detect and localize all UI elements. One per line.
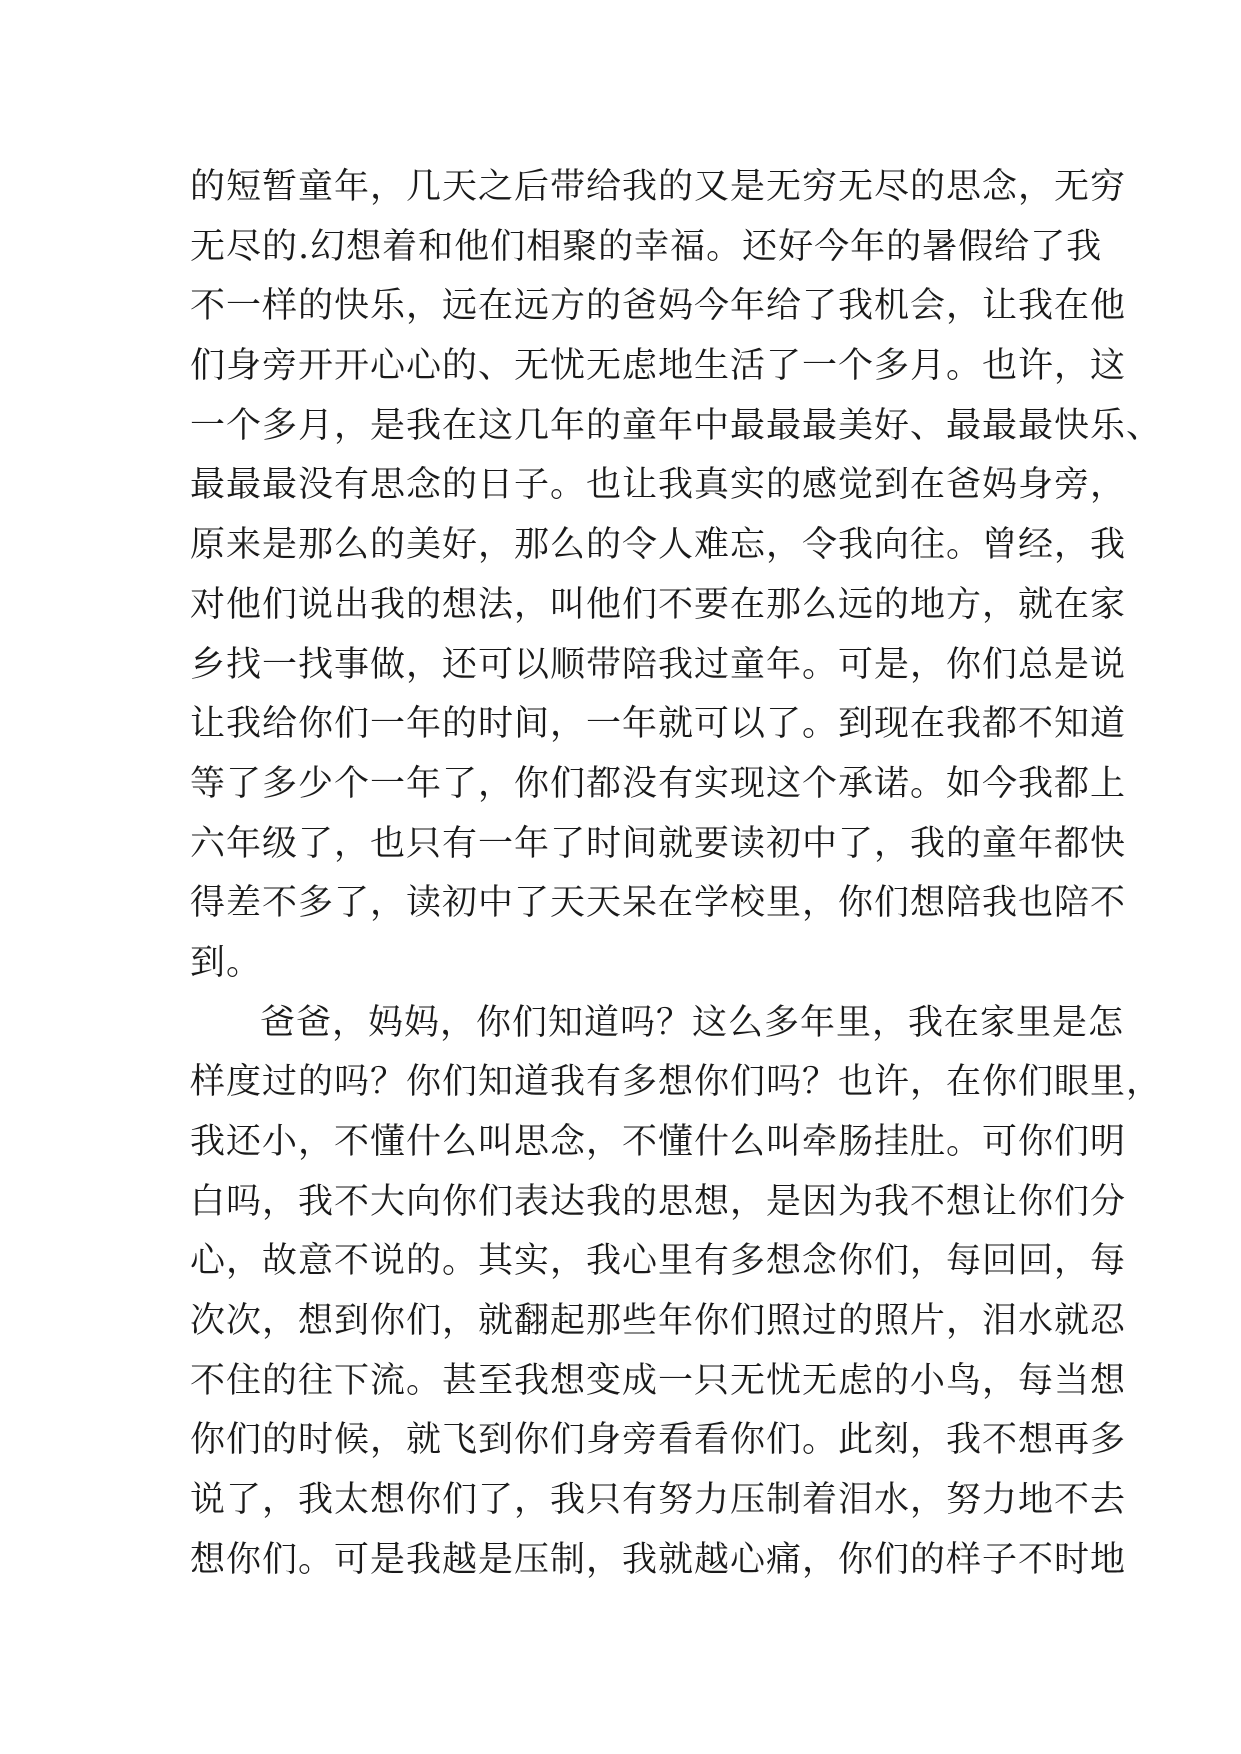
text-line: 对他们说出我的想法，叫他们不要在那么远的地方，就在家: [190, 584, 1127, 625]
text-line: 次次，想到你们，就翻起那些年你们照过的照片，泪水就忍: [190, 1301, 1127, 1342]
text-line: 乡找一找事做，还可以顺带陪我过童年。可是，你们总是说: [190, 644, 1127, 685]
text-line: 白吗，我不大向你们表达我的思想，是因为我不想让你们分: [190, 1181, 1127, 1222]
text-line: 爸爸，妈妈，你们知道吗？这么多年里，我在家里是怎: [260, 1002, 1125, 1043]
text-line: 说了，我太想你们了，我只有努力压制着泪水，努力地不去: [190, 1480, 1127, 1521]
text-line: 到。: [190, 942, 263, 983]
text-line: 们身旁开开心心的、无忧无虑地生活了一个多月。也许，这: [190, 346, 1127, 387]
body-text: [190, 158, 1163, 1591]
text-line: 不一样的快乐，远在远方的爸妈今年给了我机会，让我在他: [190, 286, 1127, 327]
text-line: 心，故意不说的。其实，我心里有多想念你们，每回回，每: [190, 1241, 1127, 1282]
text-line: 样度过的吗？你们知道我有多想你们吗？也许，在你们眼里，: [190, 1062, 1163, 1103]
paragraph-1: [190, 158, 1163, 994]
paragraph-2: [190, 994, 1163, 1591]
text-line: 你们的时候，就飞到你们身旁看看你们。此刻，我不想再多: [190, 1420, 1127, 1461]
text-line: 得差不多了，读初中了天天呆在学校里，你们想陪我也陪不: [190, 883, 1127, 924]
text-line: 我还小，不懂什么叫思念，不懂什么叫牵肠挂肚。可你们明: [190, 1122, 1127, 1162]
text-line: 不住的往下流。甚至我想变成一只无忧无虑的小鸟，每当想: [190, 1360, 1127, 1401]
text-line: 最最最没有思念的日子。也让我真实的感觉到在爸妈身旁，: [190, 465, 1127, 506]
text-line: 让我给你们一年的时间，一年就可以了。到现在我都不知道: [190, 704, 1127, 745]
text-line: 六年级了，也只有一年了时间就要读初中了，我的童年都快: [190, 823, 1127, 864]
text-line: 无尽的.幻想着和他们相聚的幸福。还好今年的暑假给了我: [190, 226, 1103, 267]
text-line: 原来是那么的美好，那么的令人难忘，令我向往。曾经，我: [190, 525, 1127, 566]
text-line: 等了多少个一年了，你们都没有实现这个承诺。如今我都上: [190, 763, 1127, 804]
text-line: 想你们。可是我越是压制，我就越心痛，你们的样子不时地: [190, 1539, 1127, 1580]
text-line: 一个多月，是我在这几年的童年中最最最美好、最最最快乐、: [190, 405, 1163, 446]
text-line: 的短暂童年，几天之后带给我的又是无穷无尽的思念，无穷: [190, 167, 1127, 207]
